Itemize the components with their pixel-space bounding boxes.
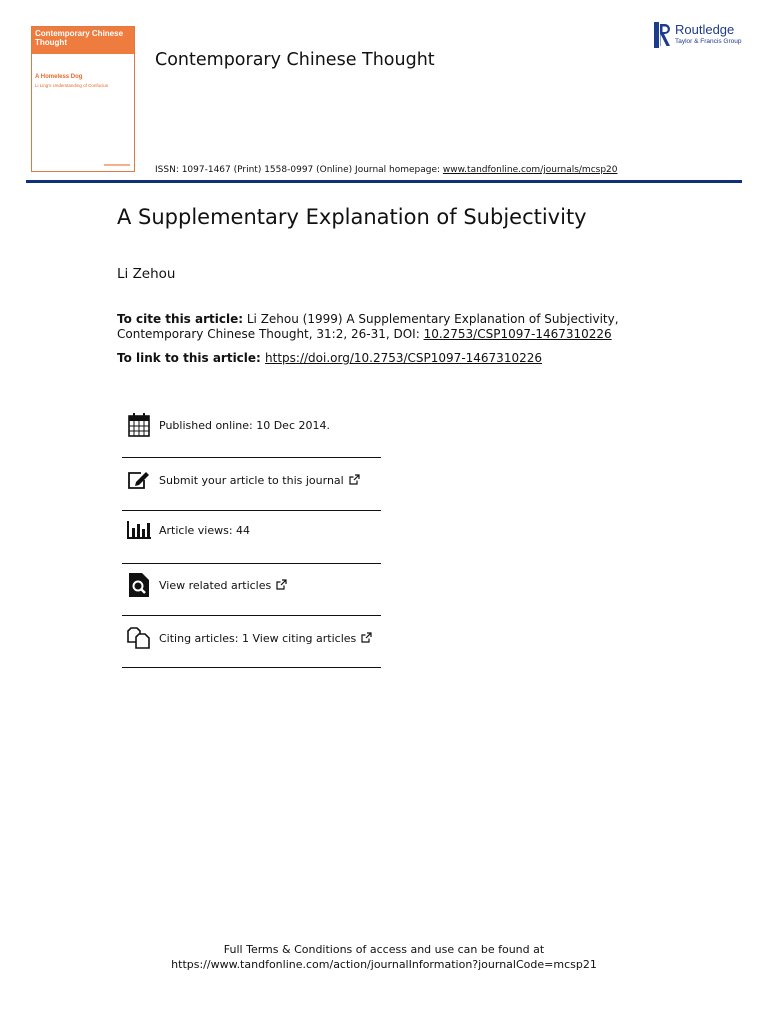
related-articles-text: View related articles (159, 578, 272, 592)
bar-chart-icon (126, 517, 152, 543)
submit-article-text: Submit your article to this journal (159, 473, 344, 487)
citation-block (117, 312, 677, 342)
article-author: Li Zehou (117, 266, 176, 282)
cover-subtitle-secondary: Li Ling's Understanding of Confucius (35, 83, 109, 88)
article-views-row (122, 505, 381, 555)
external-link-icon (276, 579, 287, 590)
citing-documents-icon (126, 625, 152, 651)
journal-cover-thumbnail[interactable] (31, 26, 135, 172)
article-views-text: Article views: 44 (159, 523, 251, 537)
publisher-group: Taylor & Francis Group (675, 38, 742, 45)
published-online-row (122, 400, 381, 450)
footer-terms-url[interactable]: https://www.tandfonline.com/action/journalInformation?journalCode=mcsp21 (171, 958, 597, 971)
calendar-icon (126, 412, 152, 438)
publisher-name: Routledge (675, 22, 735, 37)
submit-article-row[interactable] (122, 455, 381, 505)
citing-articles-row[interactable] (122, 613, 381, 663)
footer (0, 942, 768, 972)
citing-articles-text: Citing articles: 1 View citing articles (159, 631, 357, 645)
cover-publisher-line (104, 164, 130, 166)
publisher-logo (654, 22, 746, 50)
issn-text: ISSN: 1097-1467 (Print) 1558-0997 (Online) Journal homepage: (155, 165, 443, 175)
search-document-icon (126, 572, 152, 598)
publisher-logo-icon (654, 22, 672, 48)
header-divider (26, 180, 742, 183)
external-link-icon (349, 474, 360, 485)
submit-article-link[interactable] (159, 474, 360, 487)
citation-text: Li Zehou (1999) A Supplementary Explanation of Subjectivity, Contemporary Chinese Thought, 31:2, 26-31, DOI: (117, 312, 619, 341)
related-articles-link[interactable] (159, 579, 287, 592)
external-link-icon (361, 632, 372, 643)
cover-subtitle: A Homeless Dog (35, 74, 83, 80)
footer-terms-text: Full Terms & Conditions of access and use can be found at (223, 943, 545, 956)
journal-homepage-link[interactable]: www.tandfonline.com/journals/mcsp20 (442, 165, 618, 175)
citation-label: To cite this article: (117, 312, 244, 326)
article-title: A Supplementary Explanation of Subjectivity (117, 205, 587, 229)
link-label: To link to this article: (117, 351, 266, 365)
article-link-block (117, 351, 542, 365)
cover-title: Contemporary Chinese Thought (35, 29, 124, 47)
published-online-text: Published online: 10 Dec 2014. (159, 418, 330, 432)
related-articles-row[interactable] (122, 560, 381, 610)
journal-title: Contemporary Chinese Thought (155, 50, 435, 70)
doi-link[interactable]: 10.2753/CSP1097-1467310226 (423, 327, 612, 341)
edit-icon (126, 467, 152, 493)
issn-line (155, 165, 618, 175)
citing-articles-link[interactable] (159, 632, 372, 645)
article-url-link[interactable]: https://doi.org/10.2753/CSP1097-1467310226 (265, 351, 542, 365)
info-divider (122, 667, 381, 668)
